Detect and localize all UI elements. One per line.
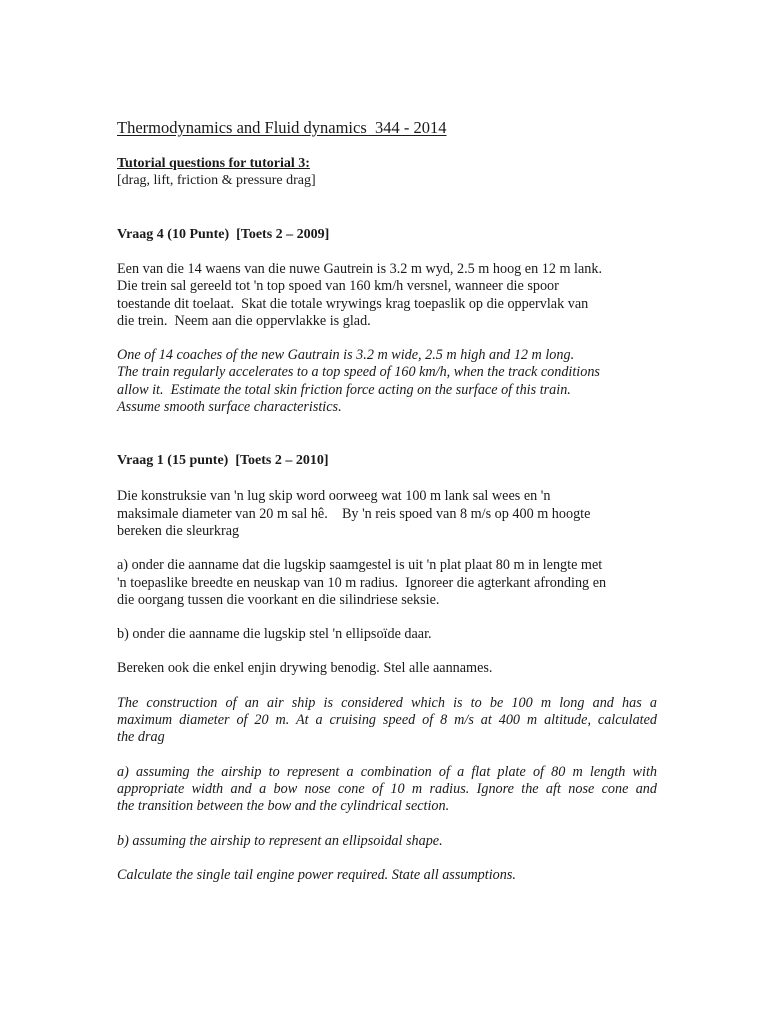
tutorial-topics: [drag, lift, friction & pressure drag] xyxy=(117,173,316,188)
text-line: appropriate width and a bow nose cone of 10 m radius. Ignore the aft nose cone and xyxy=(117,780,657,797)
question-4-english xyxy=(117,347,657,416)
text-line: maximum diameter of 20 m. At a cruising speed of 8 m/s at 400 m altitude, calculated xyxy=(117,712,657,729)
text-line: Die trein sal gereeld tot 'n top spoed van 160 km/h versnel, wanneer die spoor xyxy=(117,278,559,295)
text-line: the transition between the bow and the cylindrical section. xyxy=(117,798,450,815)
text-line: Een van die 14 waens van die nuwe Gautrein is 3.2 m wyd, 2.5 m hoog en 12 m lank. xyxy=(117,261,603,277)
text-line: toestande dit toelaat. Skat die totale wrywings krag toepaslik op die oppervlak van xyxy=(117,295,589,312)
question-4-afrikaans xyxy=(117,261,657,330)
tutorial-subtitle: Tutorial questions for tutorial 3: xyxy=(117,156,310,171)
text-line: 'n toepaslike breedte en neuskap van 10 m radius. Ignoreer die agterkant afronding en xyxy=(117,574,607,591)
text-line: The construction of an air ship is considered which is to be 100 m long and has a xyxy=(117,694,657,711)
text-line: the drag xyxy=(117,729,165,746)
text-line: One of 14 coaches of the new Gautrain is 3.2 m wide, 2.5 m high and 12 m long. xyxy=(117,347,575,364)
question-1-english-part-a xyxy=(117,764,657,816)
question-1-english-power: Calculate the single tail engine power required. State all assumptions. xyxy=(117,866,516,883)
text-line: a) onder die aanname dat die lugskip saamgestel is uit 'n plat plaat 80 m in lengte met xyxy=(117,557,603,574)
text-line: The train regularly accelerates to a top speed of 160 km/h, when the track conditions xyxy=(117,364,600,381)
question-1-afrikaans-part-a xyxy=(117,557,657,609)
question-1-english-part-b: b) assuming the airship to represent an ellipsoidal shape. xyxy=(117,832,443,849)
document-page xyxy=(117,118,657,884)
question-4-heading: Vraag 4 (10 Punte) [Toets 2 – 2009] xyxy=(117,227,330,242)
text-line: allow it. Estimate the total skin friction force acting on the surface of this train. xyxy=(117,381,571,398)
text-line: Die konstruksie van 'n lug skip word oorweeg wat 100 m lank sal wees en 'n xyxy=(117,488,551,505)
text-line: die oorgang tussen die voorkant en die silindriese seksie. xyxy=(117,591,440,608)
question-1-english-intro xyxy=(117,695,657,747)
text-line: Assume smooth surface characteristics. xyxy=(117,399,342,416)
question-1-heading: Vraag 1 (15 punte) [Toets 2 – 2010] xyxy=(117,453,329,469)
text-line: maksimale diameter van 20 m sal hê. By 'n reis spoed van 8 m/s op 400 m hoogte xyxy=(117,505,591,522)
text-line: bereken die sleurkrag xyxy=(117,522,240,539)
text-line: die trein. Neem aan die oppervlakke is glad. xyxy=(117,312,371,329)
document-title: Thermodynamics and Fluid dynamics 344 - 2014 xyxy=(117,118,447,137)
question-1-afrikaans-intro xyxy=(117,488,657,540)
text-line: a) assuming the airship to represent a combination of a flat plate of 80 m length with xyxy=(117,763,657,780)
question-1-afrikaans-part-b: b) onder die aanname die lugskip stel 'n ellipsoïde daar. xyxy=(117,626,432,643)
question-1-afrikaans-power: Bereken ook die enkel enjin drywing benodig. Stel alle aannames. xyxy=(117,660,493,677)
